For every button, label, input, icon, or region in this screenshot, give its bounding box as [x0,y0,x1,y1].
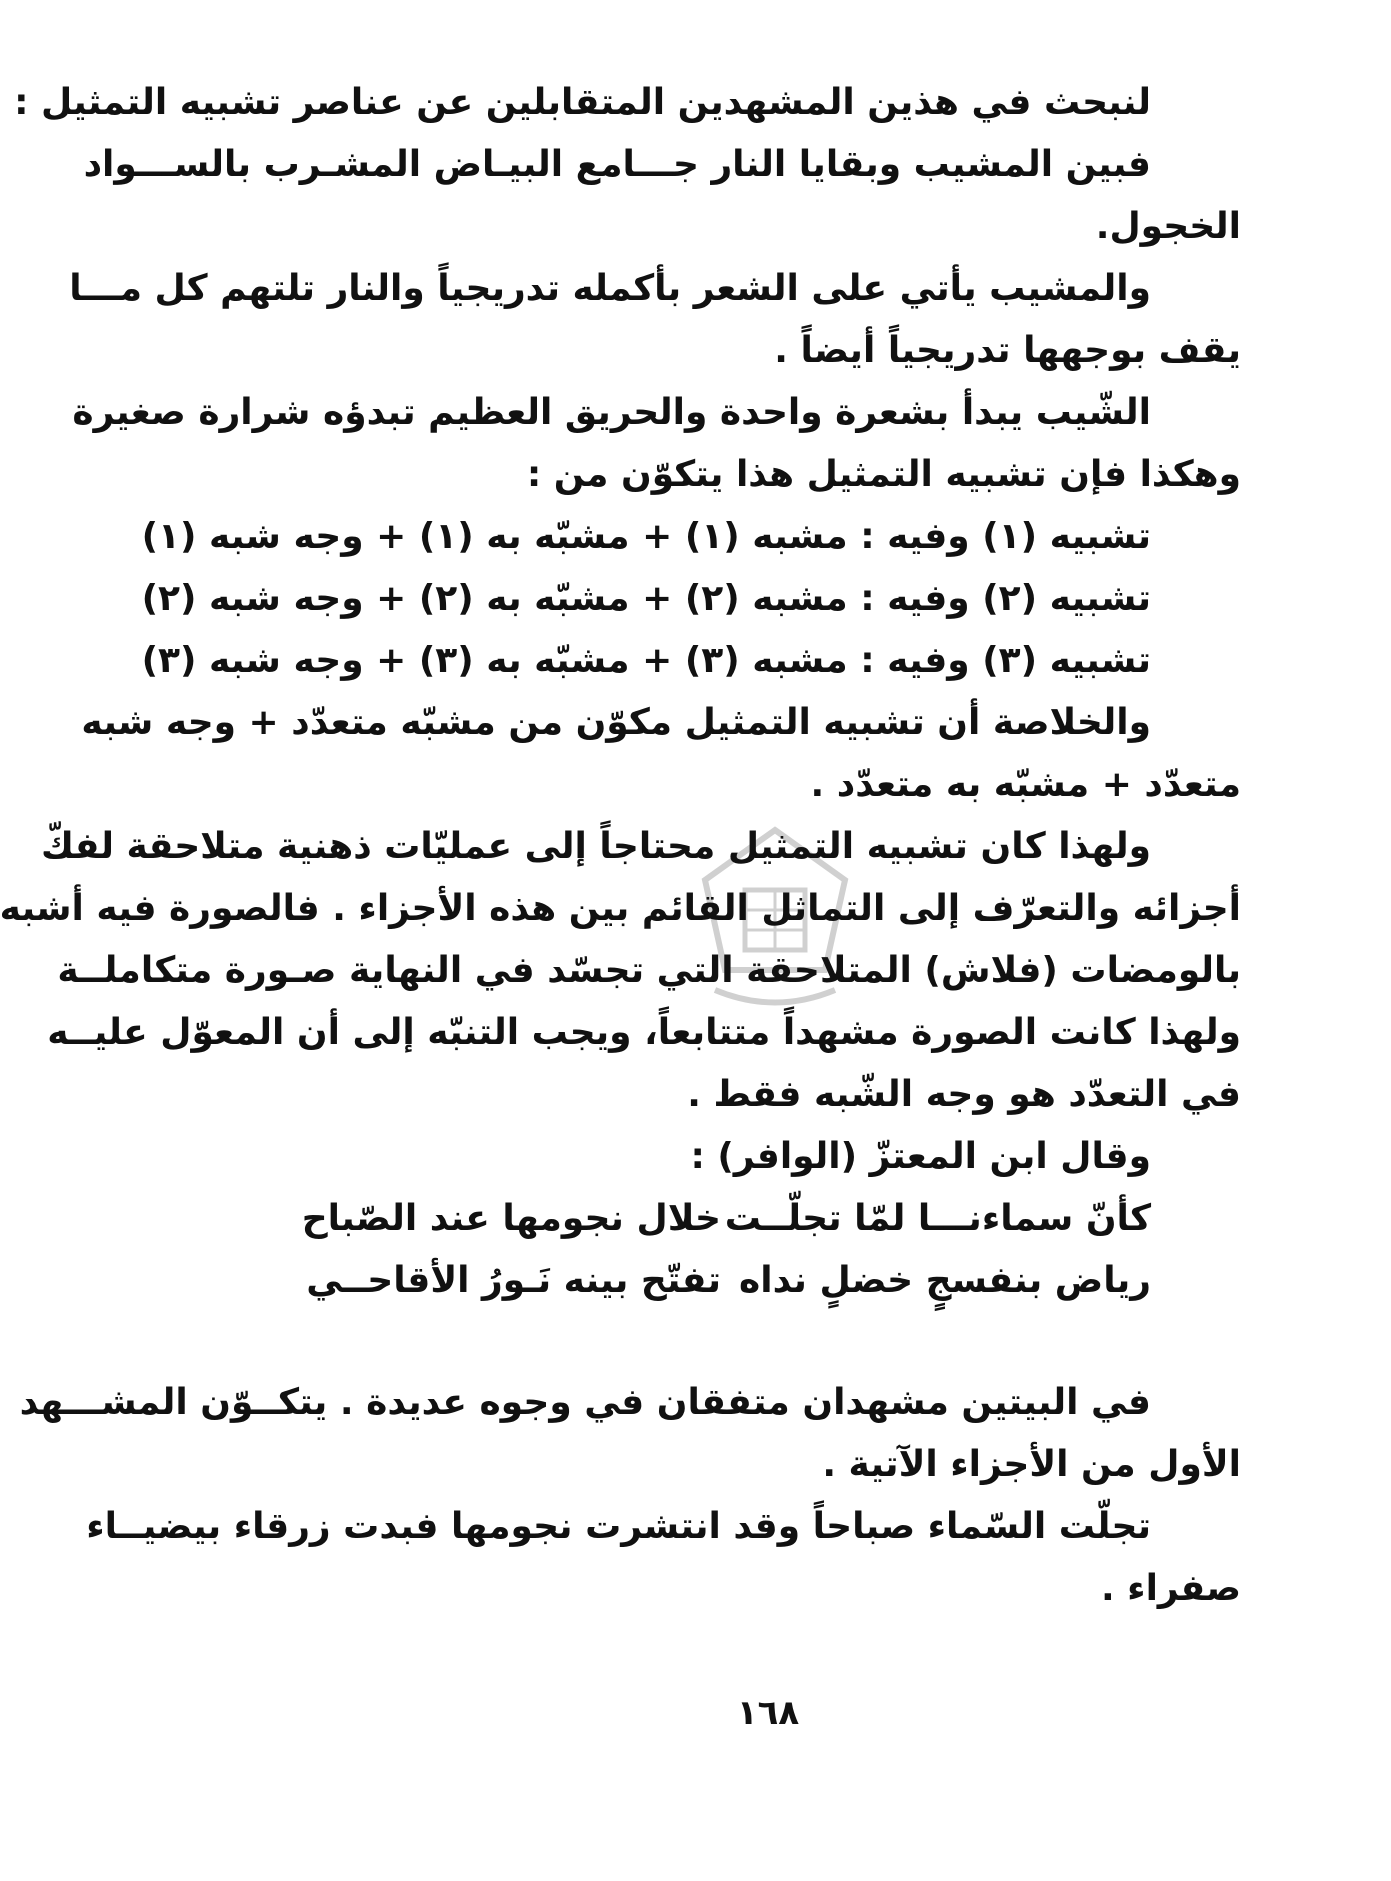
paragraph-5 [0,816,1241,1126]
verse-second-hemistich: تفتّح بينه نَـورُ الأقاحــي [306,1260,721,1301]
verse-second-hemistich: خلال نجومها عند الصّباح [301,1198,721,1239]
verse-first-hemistich: كأنّ سماءنـــا لمّا تجلّــت [724,1198,1151,1239]
paragraph-2 [69,258,1241,382]
text-line: ولهذا كان تشبيه التمثيل محتاجاً إلى عمليّات ذهنية متلاحقة لفكّ [41,826,1151,867]
page-body [0,72,1241,1620]
formula-list [141,506,1241,692]
verse-row [251,1188,1241,1250]
formula-line: تشبيه (٢) وفيه : مشبه (٢) + مشبّه به (٢) + وجه شبه (٢) [141,578,1151,619]
verse-first-hemistich: رياض بنفسجٍ خضلٍ نداه [739,1260,1151,1301]
text-line: الخجول. [1095,206,1241,247]
paragraph-6 [19,1372,1241,1496]
page-number: ١٦٨ [736,1693,800,1733]
text-line: الشّيب يبدأ بشعرة واحدة والحريق العظيم تبدؤه شرارة صغيرة [72,392,1151,433]
text-line: بالومضات (فلاش) المتلاحقة التي تجسّد في النهاية صـورة متكاملــة [57,950,1241,991]
spacer [251,1312,1241,1372]
formula-line: تشبيه (٣) وفيه : مشبه (٣) + مشبّه به (٣) + وجه شبه (٣) [141,640,1151,681]
text-line: متعدّد + مشبّه به متعدّد . [810,764,1241,805]
paragraph-4 [81,692,1241,816]
verse-row [251,1250,1241,1312]
text-line: يقف بوجهها تدريجياً أيضاً . [774,330,1241,371]
text-line: أجزائه والتعرّف إلى التماثل القائم بين هذه الأجزاء . فالصورة فيه أشبه [0,888,1241,929]
text-line: فبين المشيب وبقايا النار جـــامع البيـاض المشـرب بالســـواد [83,144,1151,185]
paragraph-3 [72,382,1241,506]
paragraph-7 [86,1496,1241,1620]
text-line: في التعدّد هو وجه الشّبه فقط . [687,1074,1241,1115]
text-line: والخلاصة أن تشبيه التمثيل مكوّن من مشبّه متعدّد + وجه شبه [81,702,1151,743]
text-line: وهكذا فإن تشبيه التمثيل هذا يتكوّن من : [526,454,1241,495]
text-line: في البيتين مشهدان متفقان في وجوه عديدة . يتكــوّن المشـــهد [19,1382,1151,1423]
formula-line: تشبيه (١) وفيه : مشبه (١) + مشبّه به (١) + وجه شبه (١) [141,516,1151,557]
text-line: الأول من الأجزاء الآتية . [822,1444,1241,1485]
text-line: والمشيب يأتي على الشعر بأكمله تدريجياً والنار تلتهم كل مـــا [69,268,1151,309]
text-line: لنبحث في هذين المشهدين المتقابلين عن عناصر تشبيه التمثيل : [14,82,1151,123]
text-line: تجلّت السّماء صباحاً وقد انتشرت نجومها فبدت زرقاء بيضيــاء [86,1506,1151,1547]
poem-intro: وقال ابن المعتزّ (الوافر) : [690,1136,1151,1177]
text-line: صفراء . [1100,1568,1241,1609]
poem [251,1188,1241,1312]
text-line: ولهذا كانت الصورة مشهداً متتابعاً، ويجب التنبّه إلى أن المعوّل عليــه [47,1012,1241,1053]
paragraph-1 [14,72,1241,258]
